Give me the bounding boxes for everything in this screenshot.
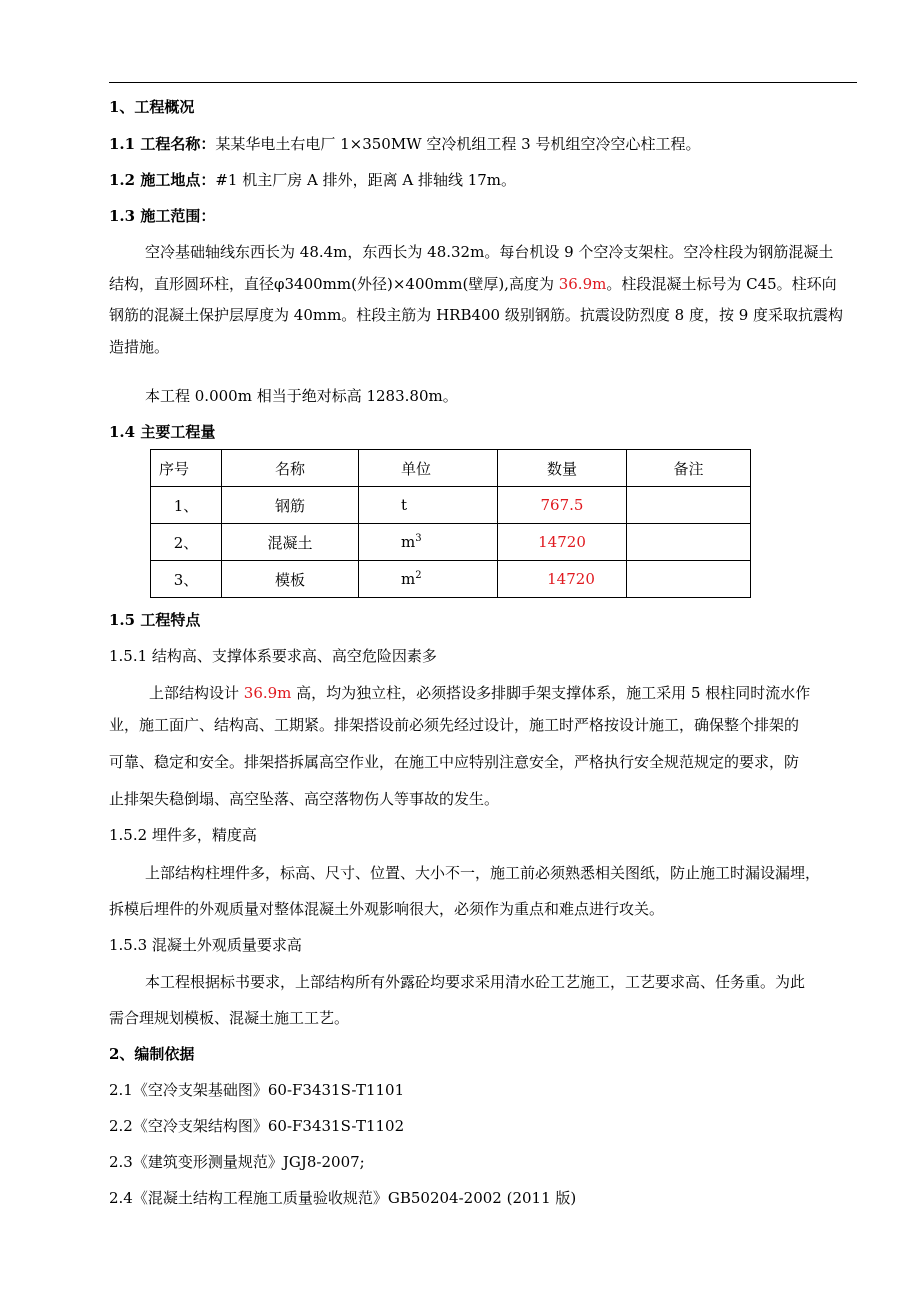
site-location-line (109, 170, 516, 190)
section-2-title: 2、编制依据 (109, 1045, 195, 1063)
table-row (151, 487, 751, 524)
row-note (627, 487, 751, 524)
row-qty: 14720 (498, 524, 627, 561)
row-name: 模板 (222, 561, 359, 598)
header-rule (109, 82, 857, 83)
project-name-line (109, 134, 700, 154)
row-note (627, 561, 751, 598)
project-name-label: 1.1 工程名称： (109, 135, 216, 153)
scope-line-4: 造措施。 (109, 337, 170, 356)
feature-3-paragraph (109, 972, 857, 1040)
row-qty: 767.5 (498, 487, 627, 524)
scope-line-1: 空冷基础轴线东西长为 48.4m，东西长为 48.32m。每台机设 9 个空冷支架柱。空冷柱段为钢筋混凝土 (145, 243, 834, 261)
feature-2-line-2: 拆模后埋件的外观质量对整体混凝土外观影响很大，必须作为重点和难点进行攻关。 (109, 900, 665, 918)
basis-item-1: 2.1《空冷支架基础图》60-F3431S-T1101 (109, 1081, 405, 1099)
scope-line-3: 钢筋的混凝土保护层厚度为 40mm。柱段主筋为 HRB400 级别钢筋。抗震设防烈度 8 度，按 9 度采取抗震构 (109, 306, 844, 324)
feature-3-heading: 1.5.3 混凝土外观质量要求高 (109, 936, 302, 954)
basis-item-4: 2.4《混凝土结构工程施工质量验收规范》GB50204-2002 (2011 版) (109, 1189, 577, 1207)
quantities-title: 1.4 主要工程量 (109, 423, 216, 441)
row-no: 1、 (151, 487, 222, 524)
row-unit: t (359, 487, 498, 524)
section-1-title: 1、工程概况 (109, 98, 195, 116)
site-location-value: #1 机主厂房 A 排外，距离 A 排轴线 17m。 (215, 171, 517, 189)
row-unit: $m^2$ (359, 561, 498, 598)
feature-3-line-1: 本工程根据标书要求，上部结构所有外露砼均要求采用清水砼工艺施工，工艺要求高、任务重。为此 (145, 973, 806, 991)
basis-item-2: 2.2《空冷支架结构图》60-F3431S-T1102 (109, 1117, 405, 1135)
row-no: 3、 (151, 561, 222, 598)
project-name-value: 某某华电土右电厂 1×350MW 空冷机组工程 3 号机组空冷空心柱工程。 (215, 135, 701, 153)
scope-paragraph (109, 242, 857, 368)
feature-1-heading: 1.5.1 结构高、支撑体系要求高、高空危险因素多 (109, 647, 437, 665)
feature-2-paragraph (109, 863, 857, 931)
column-height-value: 36.9m (558, 274, 607, 293)
design-height-value: 36.9m (243, 684, 292, 702)
header-name: 名称 (222, 450, 359, 487)
elevation-note: 本工程 0.000m 相当于绝对标高 1283.80m。 (145, 387, 458, 405)
feature-2-heading: 1.5.2 埋件多，精度高 (109, 826, 257, 844)
header-note: 备注 (627, 450, 751, 487)
feature-1-line-1: 上部结构设计 36.9m 高，均为独立柱，必须搭设多排脚手架支撑体系，施工采用 5 根柱同时流水作 (149, 684, 811, 702)
scope-label: 1.3 施工范围： (109, 207, 216, 225)
feature-1-line-4: 止排架失稳倒塌、高空坠落、高空落物伤人等事故的发生。 (109, 789, 500, 808)
row-name: 混凝土 (222, 524, 359, 561)
row-no: 2、 (151, 524, 222, 561)
feature-1-paragraph (109, 683, 857, 820)
header-qty: 数量 (498, 450, 627, 487)
table-row (151, 524, 751, 561)
feature-3-line-2: 需合理规划模板、混凝土施工工艺。 (109, 1009, 350, 1027)
feature-2-line-1: 上部结构柱埋件多，标高、尺寸、位置、大小不一，施工前必须熟悉相关图纸，防止施工时漏设漏埋， (145, 864, 821, 882)
site-location-label: 1.2 施工地点： (109, 171, 216, 189)
row-qty: 14720 (498, 561, 627, 598)
header-no: 序号 (151, 450, 222, 487)
feature-1-line-2: 业，施工面广、结构高、工期紧。排架搭设前必须先经过设计，施工时严格按设计施工，确保整个排架的 (109, 715, 800, 734)
row-name: 钢筋 (222, 487, 359, 524)
basis-item-3: 2.3《建筑变形测量规范》JGJ8-2007; (109, 1153, 365, 1171)
table-header-row (151, 450, 751, 487)
header-unit: 单位 (359, 450, 498, 487)
table-row (151, 561, 751, 598)
quantities-table (150, 449, 751, 598)
feature-1-line-3: 可靠、稳定和安全。排架搭拆属高空作业，在施工中应特别注意安全，严格执行安全规范规定的要求，防 (109, 752, 800, 771)
row-unit: $m^3$ (359, 524, 498, 561)
features-title: 1.5 工程特点 (109, 611, 201, 629)
row-note (627, 524, 751, 561)
scope-line-2: 结构，直形圆环柱，直径φ3400mm(外径)×400mm(壁厚),高度为 36.9m。柱段混凝土标号为 C45。柱环向 (109, 274, 837, 293)
